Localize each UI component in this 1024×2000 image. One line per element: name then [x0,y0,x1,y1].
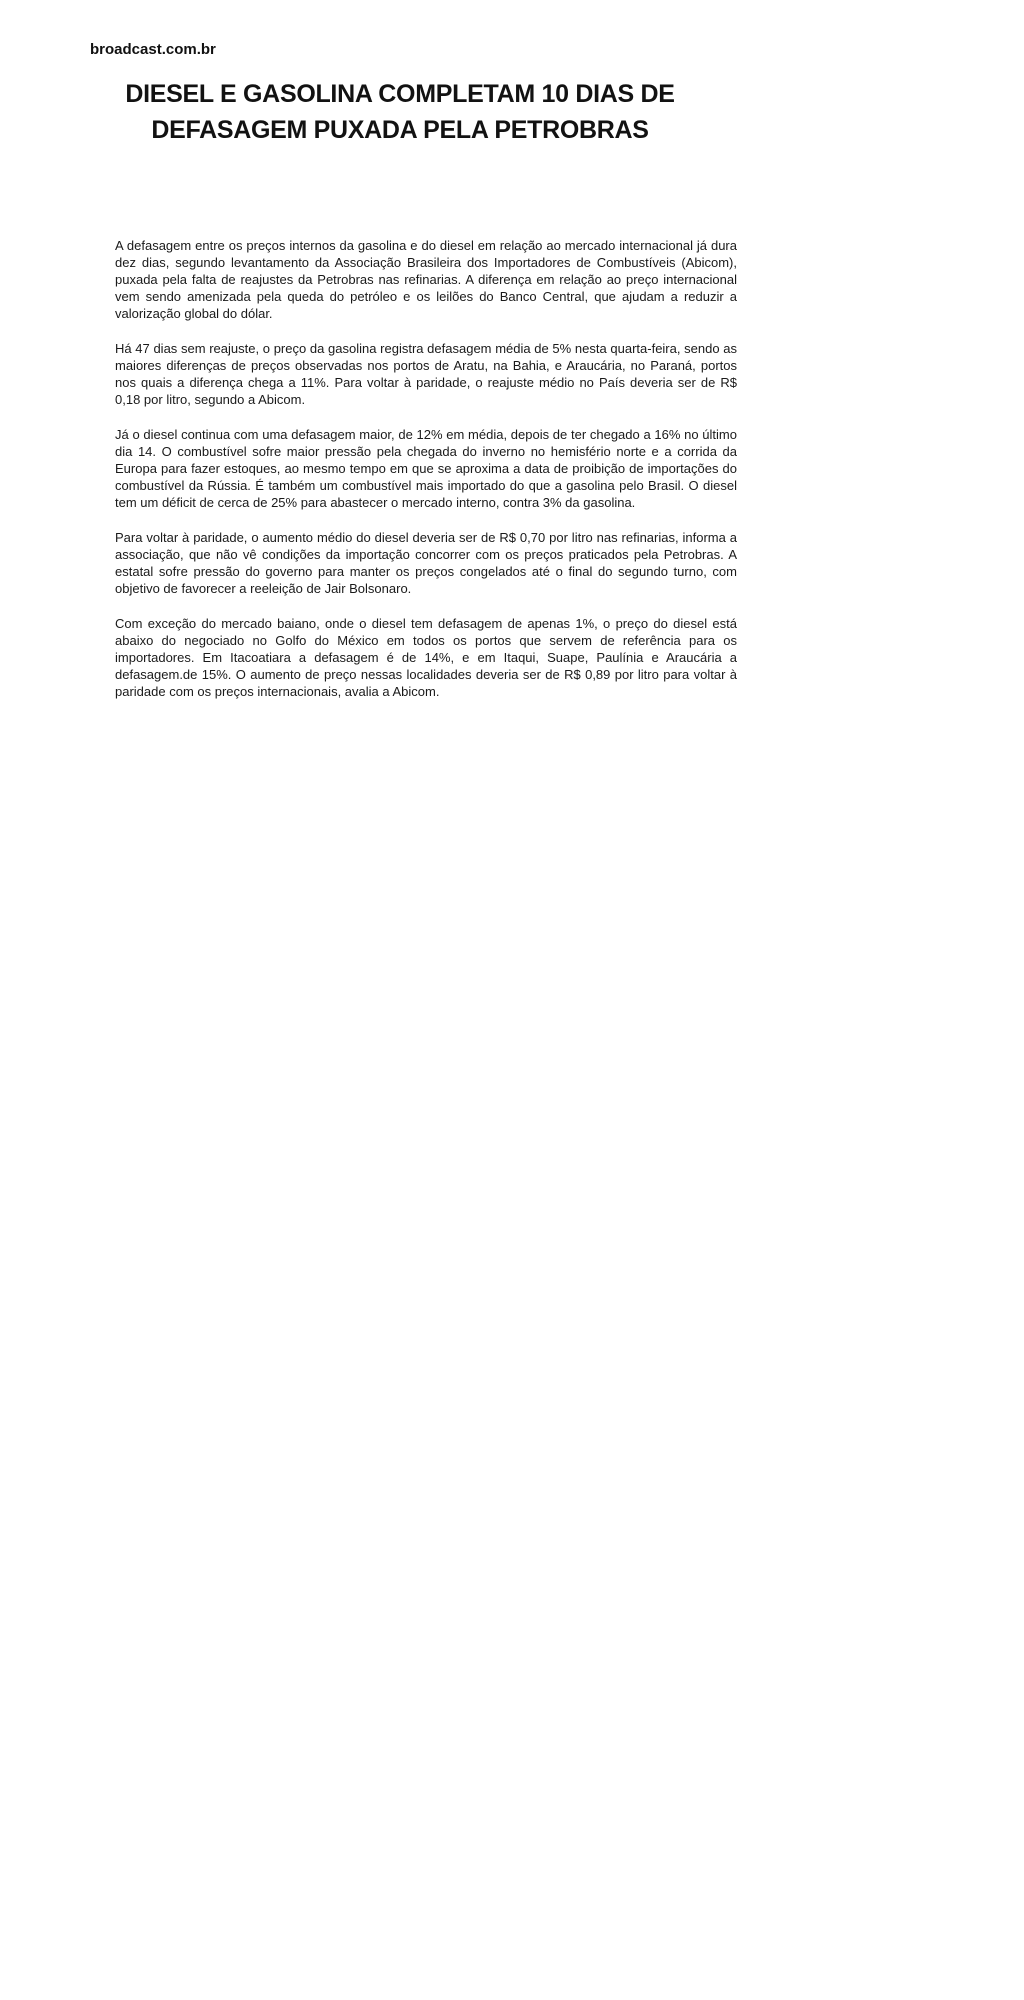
article-paragraph: Com exceção do mercado baiano, onde o diesel tem defasagem de apenas 1%, o preço do diesel está abaixo do negociado no Golfo do México em todos os portos que servem de referência para os importadores. Em Itacoatiara a defasagem é de 14%, e em Itaqui, Suape, Paulínia e Araucária a defasagem.de 15%. O aumento de preço nessas localidades deveria ser de R$ 0,89 por litro para voltar à paridade com os preços internacionais, avalia a Abicom. [115,616,737,699]
article-paragraph: Já o diesel continua com uma defasagem maior, de 12% em média, depois de ter chegado a 16% no último dia 14. O combustível sofre maior pressão pela chegada do inverno no hemisfério norte e a corrida da Europa para fazer estoques, ao mesmo tempo em que se aproxima a data de proibição de importações do combustível da Rússia. É também um combustível mais importado do que a gasolina pelo Brasil. O diesel tem um déficit de cerca de 25% para abastecer o mercado interno, contra 3% da gasolina. [115,427,737,510]
article-paragraph: Há 47 dias sem reajuste, o preço da gasolina registra defasagem média de 5% nesta quarta-feira, sendo as maiores diferenças de preços observadas nos portos de Aratu, na Bahia, e Araucária, no Paraná, portos nos quais a diferença chega a 11%. Para voltar à paridade, o reajuste médio no País deveria ser de R$ 0,18 por litro, segundo a Abicom. [115,341,737,407]
article-body [115,237,737,718]
article-paragraph: Para voltar à paridade, o aumento médio do diesel deveria ser de R$ 0,70 por litro nas refinarias, informa a associação, que não vê condições da importação concorrer com os preços praticados pela Petrobras. A estatal sofre pressão do governo para manter os preços congelados até o final do segundo turno, com objetivo de favorecer a reeleição de Jair Bolsonaro. [115,530,737,596]
article-paragraph: A defasagem entre os preços internos da gasolina e do diesel em relação ao mercado internacional já dura dez dias, segundo levantamento da Associação Brasileira dos Importadores de Combustíveis (Abicom), puxada pela falta de reajustes da Petrobras nas refinarias. A diferença em relação ao preço internacional vem sendo amenizada pela queda do petróleo e os leilões do Banco Central, que ajudam a reduzir a valorização global do dólar. [115,238,737,321]
site-name: broadcast.com.br [90,41,216,58]
page-title: DIESEL E GASOLINA COMPLETAM 10 DIAS DE DEFASAGEM PUXADA PELA PETROBRAS [125,80,675,144]
